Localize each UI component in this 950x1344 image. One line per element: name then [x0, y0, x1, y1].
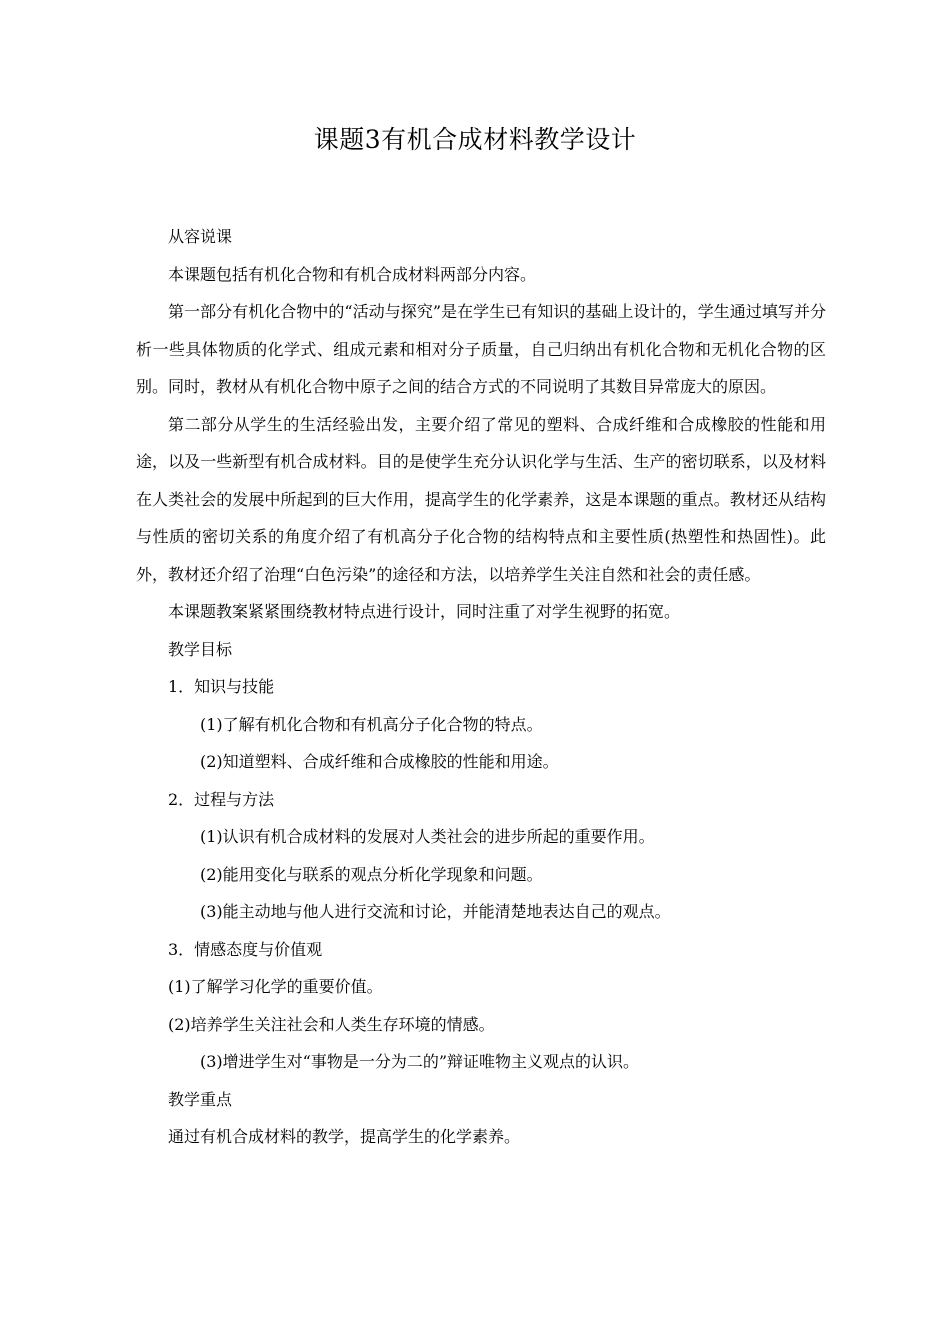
document-body	[136, 218, 826, 1156]
list-item	[136, 893, 826, 931]
list-item-number: (2)	[200, 864, 223, 884]
list-item-text: 能用变化与联系的观点分析化学现象和问题。	[222, 864, 543, 884]
list-item-text: 增进学生对“事物是一分为二的”辩证唯物主义观点的认识。	[222, 1052, 640, 1071]
subheading-attitudes-values: 3．情感态度与价值观	[168, 939, 323, 959]
paragraph: 本课题教案紧紧围绕教材特点进行设计，同时注重了对学生视野的拓宽。	[168, 602, 681, 621]
list-item-number: (1)	[168, 977, 191, 996]
subheading-knowledge-skills: 1．知识与技能	[168, 677, 275, 696]
list-item-number: (3)	[200, 1052, 223, 1071]
list-item	[136, 856, 826, 894]
section-heading-intro: 从容说课	[168, 227, 233, 246]
list-item-number: (3)	[200, 902, 223, 921]
list-item-text: 了解有机化合物和有机高分子化合物的特点。	[222, 714, 543, 734]
list-item	[136, 1006, 826, 1044]
list-item-number: (1)	[200, 714, 223, 734]
list-item	[136, 818, 826, 856]
section-heading-focus: 教学重点	[168, 1089, 233, 1109]
list-item-number: (1)	[200, 827, 223, 846]
list-item-text: 了解学习化学的重要价值。	[190, 977, 383, 996]
list-item-text: 认识有机合成材料的发展对人类社会的进步所起的重要作用。	[222, 827, 655, 846]
paragraph: 第二部分从学生的生活经验出发，主要介绍了常见的塑料、合成纤维和合成橡胶的性能和用途，以及一些新型有机合成材料。目的是使学生充分认识化学与生活、生产的密切联系，以及材料在人类社会的发展中所起到的巨大作用，提高学生的化学素养，这是本课题的重点。教材还从结构与性质的密切关系的角度介绍了有机高分子化合物的结构特点和主要性质(热塑性和热固性)。此外，教材还介绍了治理“白色污染”的途径和方法，以培养学生关注自然和社会的责任感。	[136, 414, 826, 584]
list-item	[136, 706, 826, 744]
paragraph: 第一部分有机化合物中的“活动与探究”是在学生已有知识的基础上设计的，学生通过填写并分析一些具体物质的化学式、组成元素和相对分子质量，自己归纳出有机化合物和无机化合物的区别。同时，教材从有机化合物中原子之间的结合方式的不同说明了其数目异常庞大的原因。	[136, 302, 826, 396]
list-item-text: 能主动地与他人进行交流和讨论，并能清楚地表达自己的观点。	[222, 902, 671, 921]
list-item	[136, 1043, 826, 1081]
paragraph: 本课题包括有机化合物和有机合成材料两部分内容。	[168, 264, 537, 284]
list-item	[136, 968, 826, 1006]
list-item-number: (2)	[168, 1014, 191, 1034]
subheading-process-methods: 2．过程与方法	[168, 789, 275, 809]
paragraph: 通过有机合成材料的教学，提高学生的化学素养。	[168, 1127, 521, 1146]
list-item-number: (2)	[200, 752, 223, 771]
list-item-text: 培养学生关注社会和人类生存环境的情感。	[190, 1014, 495, 1034]
section-heading-goals: 教学目标	[168, 639, 233, 659]
document-title: 课题3有机合成材料教学设计	[313, 125, 637, 154]
list-item	[136, 743, 826, 781]
list-item-text: 知道塑料、合成纤维和合成橡胶的性能和用途。	[222, 752, 559, 771]
